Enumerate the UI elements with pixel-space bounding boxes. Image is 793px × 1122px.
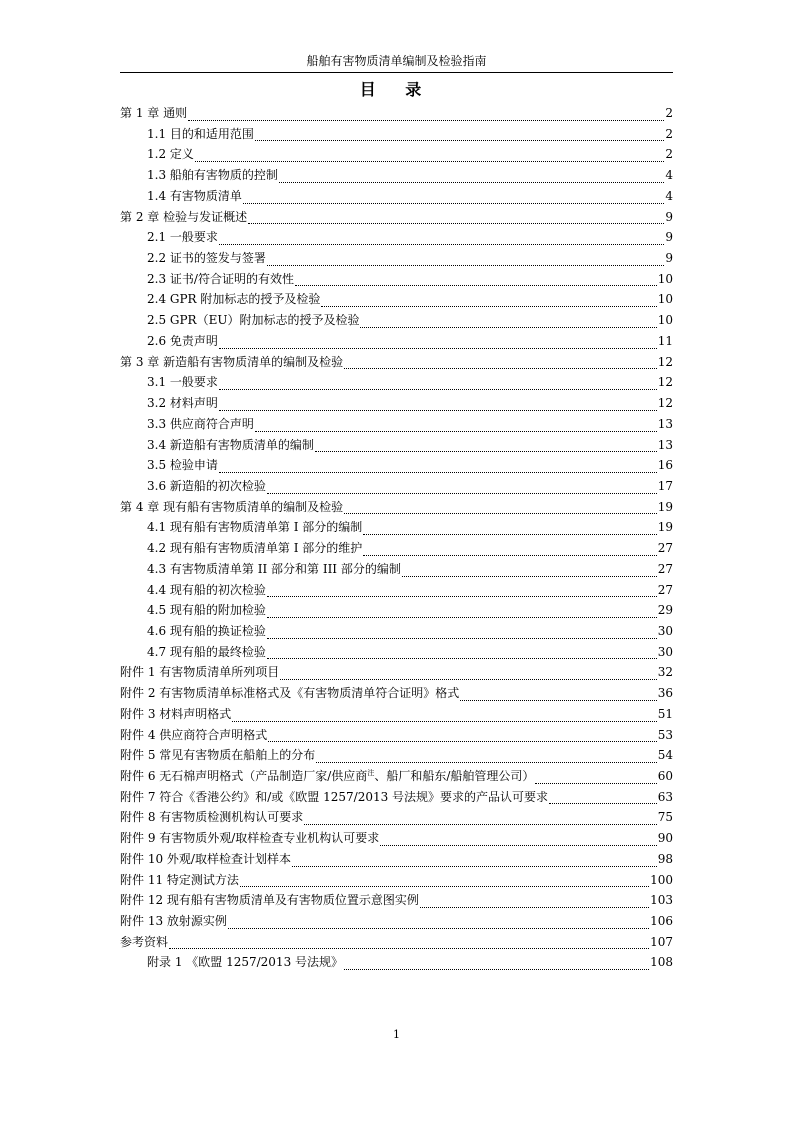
toc-entry[interactable] xyxy=(120,207,673,228)
toc-entry-page: 10 xyxy=(657,271,673,286)
toc-entry-page: 30 xyxy=(657,644,673,659)
dot-leader xyxy=(240,885,649,887)
toc-entry-page: 11 xyxy=(657,333,673,348)
dot-leader xyxy=(460,699,656,701)
toc-entry-page: 4 xyxy=(665,168,673,183)
toc-entry-label xyxy=(147,580,266,601)
toc-entry[interactable] xyxy=(120,766,673,787)
dot-leader xyxy=(315,450,657,452)
toc-entry-text: 附件 2 有害物质清单标准格式及《有害物质清单符合证明》格式 xyxy=(120,686,460,701)
dot-leader xyxy=(279,181,664,183)
toc-entry-text: 附件 10 外观/取样检查计划样本 xyxy=(120,851,291,866)
toc-entry[interactable] xyxy=(120,124,673,145)
running-header: 船舶有害物质清单编制及检验指南 xyxy=(306,54,487,68)
toc-entry-label xyxy=(147,124,254,145)
dot-leader xyxy=(267,595,657,597)
toc-entry[interactable] xyxy=(120,849,673,870)
toc-entry-text: 3.1 一般要求 xyxy=(147,375,218,390)
toc-entry[interactable] xyxy=(120,414,673,435)
toc-entry-text: 附件 12 现有船有害物质清单及有害物质位置示意图实例 xyxy=(120,893,419,908)
dot-leader xyxy=(219,409,657,411)
toc-entry-label xyxy=(147,952,343,973)
toc-entry[interactable] xyxy=(120,621,673,642)
dot-leader xyxy=(243,202,664,204)
toc-entry-label xyxy=(147,269,294,290)
toc-entry-page: 19 xyxy=(657,499,673,514)
toc-entry-text: 4.3 有害物质清单第 II 部分和第 III 部分的编制 xyxy=(147,561,401,576)
toc-entry[interactable] xyxy=(120,165,673,186)
toc-entry-text: 2.2 证书的签发与签署 xyxy=(147,251,266,266)
toc-entry-label xyxy=(120,683,459,704)
toc-entry-page: 13 xyxy=(657,416,673,431)
toc-entry-page: 30 xyxy=(657,623,673,638)
toc-entry-text: 附件 7 符合《香港公约》和/或《欧盟 1257/2013 号法规》要求的产品认可要求 xyxy=(120,789,549,804)
toc-entry[interactable] xyxy=(120,642,673,663)
toc-entry-text: 第 1 章 通则 xyxy=(120,106,188,120)
toc-entry[interactable] xyxy=(120,787,673,808)
toc-entry[interactable] xyxy=(120,559,673,580)
toc-entry-page: 106 xyxy=(650,914,673,929)
dot-leader xyxy=(255,139,664,141)
toc-entry-text: 附件 9 有害物质外观/取样检查专业机构认可要求 xyxy=(120,831,380,846)
dot-leader xyxy=(280,678,656,680)
toc-entry-page: 2 xyxy=(665,147,673,162)
toc-entry-page: 4 xyxy=(665,188,673,203)
toc-entry-page: 27 xyxy=(657,541,673,556)
toc-entry-page: 36 xyxy=(657,686,673,701)
dot-leader xyxy=(228,927,649,929)
toc-entry[interactable] xyxy=(120,352,673,373)
toc-entry-text: 3.4 新造船有害物质清单的编制 xyxy=(147,437,314,452)
toc-entry-text: 附件 3 材料声明格式 xyxy=(120,706,232,721)
dot-leader xyxy=(219,243,664,245)
toc-entry-label xyxy=(147,455,218,476)
toc-entry-text: 附件 6 无石棉声明格式（产品制造厂家/供应商 xyxy=(120,769,368,783)
toc-entry-label xyxy=(147,559,401,580)
toc-entry-label xyxy=(120,662,279,683)
toc-entry-page: 32 xyxy=(657,665,673,680)
toc-entry-page: 100 xyxy=(650,872,673,887)
toc-entry-text: 附件 5 常见有害物质在船舶上的分布 xyxy=(120,748,316,763)
toc-entry-text: 2.6 免责声明 xyxy=(147,333,218,348)
toc-entry-page: 103 xyxy=(650,893,673,908)
toc-entry-label xyxy=(120,787,548,808)
dot-leader xyxy=(321,305,656,307)
toc-entry-page: 107 xyxy=(650,934,673,949)
toc-entry-label xyxy=(120,207,247,228)
toc-entry-text: 附件 1 有害物质清单所列项目 xyxy=(120,665,280,680)
toc-entry-page: 2 xyxy=(665,126,673,141)
toc-entry[interactable] xyxy=(120,269,673,290)
toc-entry-text: 3.3 供应商符合声明 xyxy=(147,416,254,431)
toc-entry[interactable] xyxy=(120,538,673,559)
toc-entry-text: 第 4 章 现有船有害物质清单的编制及检验 xyxy=(120,499,344,514)
dot-leader xyxy=(363,554,656,556)
toc-entry-label xyxy=(147,331,218,352)
dot-leader xyxy=(363,533,656,535)
toc-entry-page: 60 xyxy=(657,769,673,783)
dot-leader xyxy=(344,968,649,970)
toc-entry-text: 附件 8 有害物质检测机构认可要求 xyxy=(120,810,304,825)
toc-entry-text: 参考资料 xyxy=(120,934,169,949)
toc-entry-page: 108 xyxy=(650,955,673,970)
toc-entry[interactable] xyxy=(120,289,673,310)
toc-entry-text: 3.2 材料声明 xyxy=(147,396,218,411)
toc-entry-label xyxy=(147,642,266,663)
toc-entry-page: 63 xyxy=(657,789,673,804)
toc-entry-label xyxy=(147,227,218,248)
toc-entry-label xyxy=(147,476,266,497)
dot-leader xyxy=(267,492,657,494)
toc-entry-page: 54 xyxy=(657,748,673,763)
dot-leader xyxy=(188,119,664,121)
toc-entry-label xyxy=(147,248,266,269)
dot-leader xyxy=(316,761,656,763)
dot-leader xyxy=(344,367,657,369)
toc-entry-page: 29 xyxy=(657,603,673,618)
dot-leader xyxy=(267,637,657,639)
toc-entry-page: 12 xyxy=(657,354,673,369)
toc-entry-text: 3.6 新造船的初次检验 xyxy=(147,478,266,493)
toc-entry[interactable] xyxy=(120,497,673,518)
toc-entry-page: 2 xyxy=(665,106,673,120)
toc-entry-text: 4.1 现有船有害物质清单第 I 部分的编制 xyxy=(147,520,363,535)
header-rule xyxy=(120,72,673,73)
toc-entry-text: 2.4 GPR 附加标志的授予及检验 xyxy=(147,292,321,307)
toc-entry-text: 1.4 有害物质清单 xyxy=(147,188,242,203)
toc-entry-label xyxy=(147,538,362,559)
toc-entry[interactable] xyxy=(120,704,673,725)
toc-entry[interactable] xyxy=(120,600,673,621)
toc-entry-label xyxy=(147,310,359,331)
toc-entry-label xyxy=(120,103,187,124)
toc-entry-label xyxy=(147,165,278,186)
toc-entry[interactable] xyxy=(120,144,673,165)
toc-entry-label xyxy=(147,289,320,310)
toc-entry-label xyxy=(147,186,242,207)
toc-entry-text: 2.3 证书/符合证明的有效性 xyxy=(147,271,294,286)
toc-entry[interactable] xyxy=(120,393,673,414)
toc-entry-label xyxy=(120,911,227,932)
toc-entry-page: 12 xyxy=(657,375,673,390)
toc-entry-page: 16 xyxy=(657,458,673,473)
toc-entry-text-tail: 、船厂和船东/船舶管理公司） xyxy=(374,769,535,783)
toc-entry-text: 附件 4 供应商符合声明格式 xyxy=(120,727,268,742)
toc-entry[interactable] xyxy=(120,580,673,601)
toc-entry-label xyxy=(120,890,419,911)
dot-leader xyxy=(232,720,656,722)
toc-entry[interactable] xyxy=(120,952,673,973)
toc-entry-text: 4.7 现有船的最终检验 xyxy=(147,644,266,659)
dot-leader xyxy=(295,284,657,286)
dot-leader xyxy=(169,947,649,949)
toc-entry-text: 第 3 章 新造船有害物质清单的编制及检验 xyxy=(120,354,344,369)
toc-entry-label xyxy=(120,745,315,766)
toc-entry[interactable] xyxy=(120,372,673,393)
dot-leader xyxy=(360,326,656,328)
dot-leader xyxy=(535,782,656,784)
toc-entry-page: 75 xyxy=(657,810,673,825)
toc-entry[interactable] xyxy=(120,227,673,248)
toc-entry[interactable] xyxy=(120,870,673,891)
table-of-contents xyxy=(120,103,673,973)
toc-entry-page: 9 xyxy=(665,251,673,266)
toc-entry-text: 4.5 现有船的附加检验 xyxy=(147,603,266,618)
toc-entry-page: 51 xyxy=(657,706,673,721)
toc-entry[interactable] xyxy=(120,911,673,932)
toc-entry[interactable] xyxy=(120,725,673,746)
toc-entry-page: 27 xyxy=(657,582,673,597)
toc-entry[interactable] xyxy=(120,476,673,497)
toc-entry[interactable] xyxy=(120,890,673,911)
toc-entry-page: 17 xyxy=(657,478,673,493)
dot-leader xyxy=(248,222,664,224)
toc-title: 目 录 xyxy=(359,80,434,99)
dot-leader xyxy=(219,347,657,349)
dot-leader xyxy=(304,823,656,825)
toc-entry[interactable] xyxy=(120,932,673,953)
dot-leader xyxy=(219,471,657,473)
toc-entry-label xyxy=(120,725,267,746)
toc-entry[interactable] xyxy=(120,517,673,538)
dot-leader xyxy=(344,512,657,514)
toc-entry-page: 13 xyxy=(657,437,673,452)
toc-entry-text: 4.6 现有船的换证检验 xyxy=(147,623,266,638)
dot-leader xyxy=(420,906,649,908)
toc-entry-page: 12 xyxy=(657,396,673,411)
dot-leader xyxy=(267,657,657,659)
toc-entry-page: 10 xyxy=(657,313,673,328)
toc-entry[interactable] xyxy=(120,807,673,828)
toc-entry-label xyxy=(147,372,218,393)
toc-entry-label xyxy=(147,600,266,621)
footnote-marker: 注 xyxy=(367,769,375,777)
dot-leader xyxy=(195,160,664,162)
toc-entry-text: 第 2 章 检验与发证概述 xyxy=(120,209,248,224)
toc-entry-page: 9 xyxy=(665,209,673,224)
toc-entry-text: 2.5 GPR（EU）附加标志的授予及检验 xyxy=(147,313,360,328)
dot-leader xyxy=(402,575,657,577)
toc-entry[interactable] xyxy=(120,331,673,352)
toc-entry-page: 90 xyxy=(657,831,673,846)
toc-entry-label xyxy=(120,870,239,891)
toc-entry-text: 4.4 现有船的初次检验 xyxy=(147,582,266,597)
toc-entry-label xyxy=(120,766,534,787)
toc-entry-label xyxy=(120,828,379,849)
toc-entry-label xyxy=(120,807,303,828)
toc-entry-page: 19 xyxy=(657,520,673,535)
dot-leader xyxy=(267,264,664,266)
toc-entry[interactable] xyxy=(120,662,673,683)
toc-entry-text: 4.2 现有船有害物质清单第 I 部分的维护 xyxy=(147,541,363,556)
dot-leader xyxy=(380,844,656,846)
toc-entry-text: 附录 1 《欧盟 1257/2013 号法规》 xyxy=(147,955,344,970)
toc-entry[interactable] xyxy=(120,455,673,476)
toc-entry-text: 1.2 定义 xyxy=(147,147,194,162)
toc-entry-text: 3.5 检验申请 xyxy=(147,458,218,473)
toc-entry-label xyxy=(147,621,266,642)
toc-entry-page: 98 xyxy=(657,851,673,866)
dot-leader xyxy=(292,865,657,867)
toc-entry[interactable] xyxy=(120,435,673,456)
toc-entry-text: 附件 13 放射源实例 xyxy=(120,914,227,929)
toc-entry-label xyxy=(147,435,314,456)
toc-entry[interactable] xyxy=(120,103,673,124)
toc-entry-page: 9 xyxy=(665,230,673,245)
toc-entry[interactable] xyxy=(120,683,673,704)
toc-entry-text: 1.3 船舶有害物质的控制 xyxy=(147,168,278,183)
toc-entry[interactable] xyxy=(120,186,673,207)
toc-entry-page: 27 xyxy=(657,561,673,576)
toc-entry-label xyxy=(120,497,343,518)
page-number: 1 xyxy=(393,1028,400,1041)
toc-entry[interactable] xyxy=(120,745,673,766)
toc-entry-label xyxy=(120,352,343,373)
toc-entry-label xyxy=(147,144,194,165)
toc-entry-text: 附件 11 特定测试方法 xyxy=(120,872,239,887)
dot-leader xyxy=(549,802,657,804)
toc-entry-text: 1.1 目的和适用范围 xyxy=(147,126,254,141)
toc-entry-text: 2.1 一般要求 xyxy=(147,230,218,245)
dot-leader xyxy=(255,430,657,432)
toc-entry-label xyxy=(120,932,168,953)
toc-entry-label xyxy=(147,517,362,538)
toc-entry-page: 10 xyxy=(657,292,673,307)
toc-entry-label xyxy=(120,849,291,870)
toc-entry-label xyxy=(147,393,218,414)
dot-leader xyxy=(268,740,656,742)
dot-leader xyxy=(219,388,657,390)
dot-leader xyxy=(267,616,657,618)
toc-entry-page: 53 xyxy=(657,727,673,742)
toc-entry-label xyxy=(147,414,254,435)
toc-entry[interactable] xyxy=(120,248,673,269)
toc-entry[interactable] xyxy=(120,828,673,849)
toc-entry-label xyxy=(120,704,231,725)
toc-entry[interactable] xyxy=(120,310,673,331)
